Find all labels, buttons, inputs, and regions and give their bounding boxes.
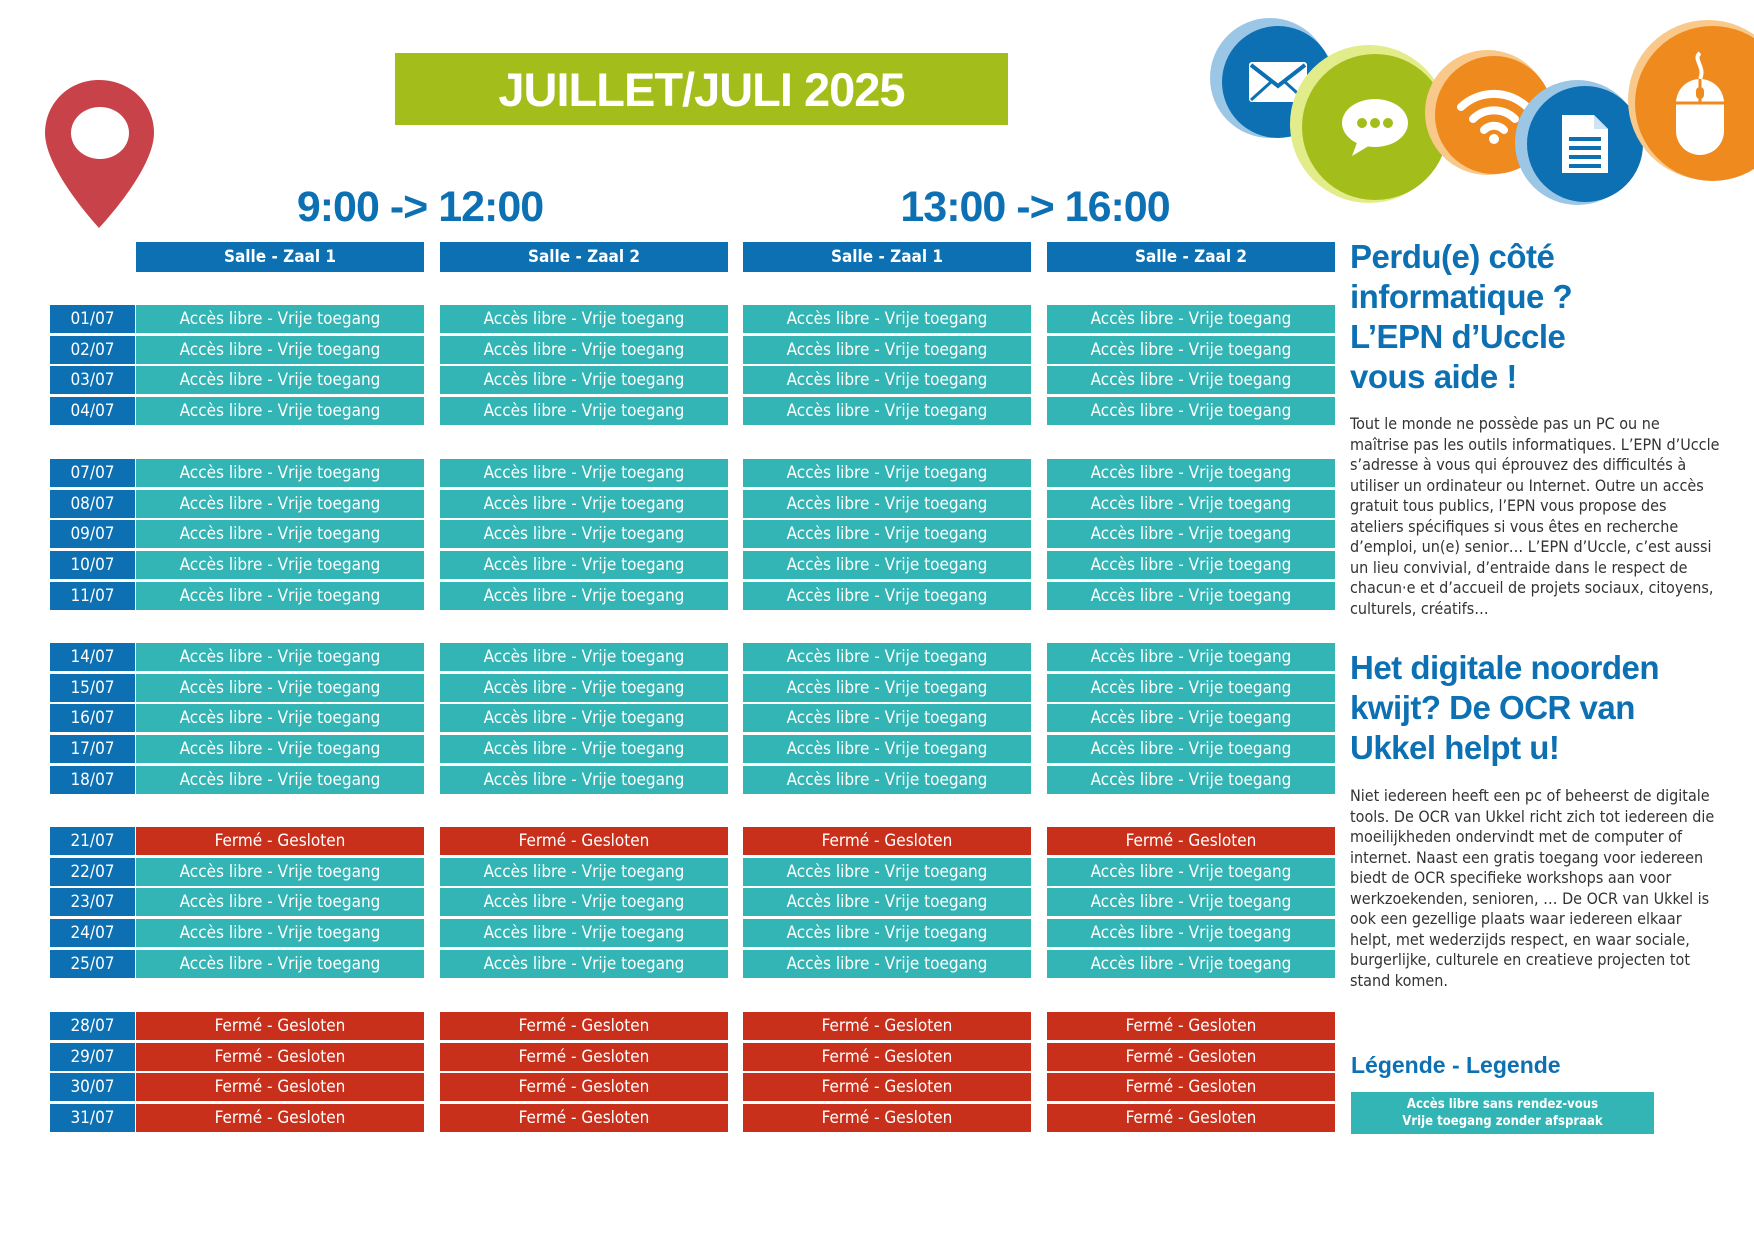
slot-closed: Fermé - Gesloten bbox=[743, 1104, 1031, 1132]
slot-open: Accès libre - Vrije toegang bbox=[136, 520, 424, 548]
slot-open: Accès libre - Vrije toegang bbox=[440, 305, 728, 333]
slot-open: Accès libre - Vrije toegang bbox=[1047, 305, 1335, 333]
slot-open: Accès libre - Vrije toegang bbox=[1047, 919, 1335, 947]
date-cell: 08/07 bbox=[50, 490, 135, 518]
date-cell: 04/07 bbox=[50, 397, 135, 425]
slot-open: Accès libre - Vrije toegang bbox=[1047, 551, 1335, 579]
slot-open: Accès libre - Vrije toegang bbox=[743, 674, 1031, 702]
slot-open: Accès libre - Vrije toegang bbox=[743, 858, 1031, 886]
slot-open: Accès libre - Vrije toegang bbox=[136, 459, 424, 487]
slot-open: Accès libre - Vrije toegang bbox=[743, 766, 1031, 794]
slot-closed: Fermé - Gesloten bbox=[136, 1104, 424, 1132]
slot-open: Accès libre - Vrije toegang bbox=[440, 520, 728, 548]
slot-closed: Fermé - Gesloten bbox=[136, 1073, 424, 1101]
date-cell: 25/07 bbox=[50, 950, 135, 978]
slot-open: Accès libre - Vrije toegang bbox=[440, 397, 728, 425]
date-cell: 07/07 bbox=[50, 459, 135, 487]
date-cell: 01/07 bbox=[50, 305, 135, 333]
slot-closed: Fermé - Gesloten bbox=[440, 1043, 728, 1071]
room-header-afternoon-1: Salle - Zaal 1 bbox=[743, 242, 1031, 272]
slot-open: Accès libre - Vrije toegang bbox=[440, 551, 728, 579]
session-time-afternoon: 13:00 -> 16:00 bbox=[900, 183, 1170, 231]
date-cell: 09/07 bbox=[50, 520, 135, 548]
fr-heading: Perdu(e) côté informatique ? L’EPN d’Uccle vous aide ! bbox=[1350, 238, 1573, 395]
slot-open: Accès libre - Vrije toegang bbox=[1047, 366, 1335, 394]
room-header-afternoon-2: Salle - Zaal 2 bbox=[1047, 242, 1335, 272]
slot-open: Accès libre - Vrije toegang bbox=[743, 735, 1031, 763]
slot-open: Accès libre - Vrije toegang bbox=[136, 397, 424, 425]
date-cell: 02/07 bbox=[50, 336, 135, 364]
slot-open: Accès libre - Vrije toegang bbox=[440, 735, 728, 763]
slot-open: Accès libre - Vrije toegang bbox=[440, 919, 728, 947]
slot-open: Accès libre - Vrije toegang bbox=[1047, 858, 1335, 886]
slot-closed: Fermé - Gesloten bbox=[440, 827, 728, 855]
slot-open: Accès libre - Vrije toegang bbox=[440, 459, 728, 487]
slot-closed: Fermé - Gesloten bbox=[440, 1104, 728, 1132]
slot-open: Accès libre - Vrije toegang bbox=[440, 766, 728, 794]
slot-open: Accès libre - Vrije toegang bbox=[1047, 950, 1335, 978]
slot-open: Accès libre - Vrije toegang bbox=[440, 888, 728, 916]
slot-open: Accès libre - Vrije toegang bbox=[1047, 397, 1335, 425]
slot-open: Accès libre - Vrije toegang bbox=[743, 336, 1031, 364]
date-cell: 31/07 bbox=[50, 1104, 135, 1132]
slot-closed: Fermé - Gesloten bbox=[1047, 1104, 1335, 1132]
document-icon bbox=[1527, 86, 1643, 202]
slot-open: Accès libre - Vrije toegang bbox=[743, 919, 1031, 947]
slot-open: Accès libre - Vrije toegang bbox=[1047, 490, 1335, 518]
legend-swatch-open bbox=[1351, 1092, 1654, 1134]
date-cell: 22/07 bbox=[50, 858, 135, 886]
page-title: JUILLET/JULI 2025 bbox=[395, 53, 1008, 125]
slot-closed: Fermé - Gesloten bbox=[136, 1043, 424, 1071]
slot-closed: Fermé - Gesloten bbox=[743, 827, 1031, 855]
slot-open: Accès libre - Vrije toegang bbox=[1047, 766, 1335, 794]
nl-body: Niet iedereen heeft een pc of beheerst de digitale tools. De OCR van Ukkel richt zich tot iedereen die moeilijkheden ondervindt met de computer of internet. Naast een gratis toegang voor iedereen biedt de OCR specifieke workshops aan voor werkzoekenden, senioren, … De OCR van Ukkel is ook een gezellige plaats waar iedereen elkaar helpt, met wederzijds respect, en waar sociale, burgerlijke, culturele en creatieve projecten tot stand komen. bbox=[1350, 786, 1715, 990]
slot-open: Accès libre - Vrije toegang bbox=[440, 858, 728, 886]
slot-open: Accès libre - Vrije toegang bbox=[136, 858, 424, 886]
slot-open: Accès libre - Vrije toegang bbox=[136, 674, 424, 702]
slot-open: Accès libre - Vrije toegang bbox=[440, 582, 728, 610]
slot-open: Accès libre - Vrije toegang bbox=[743, 520, 1031, 548]
slot-closed: Fermé - Gesloten bbox=[1047, 827, 1335, 855]
date-cell: 03/07 bbox=[50, 366, 135, 394]
slot-closed: Fermé - Gesloten bbox=[440, 1073, 728, 1101]
slot-open: Accès libre - Vrije toegang bbox=[743, 888, 1031, 916]
slot-closed: Fermé - Gesloten bbox=[136, 827, 424, 855]
slot-closed: Fermé - Gesloten bbox=[1047, 1012, 1335, 1040]
slot-open: Accès libre - Vrije toegang bbox=[136, 950, 424, 978]
slot-open: Accès libre - Vrije toegang bbox=[743, 459, 1031, 487]
slot-open: Accès libre - Vrije toegang bbox=[743, 366, 1031, 394]
date-cell: 30/07 bbox=[50, 1073, 135, 1101]
slot-open: Accès libre - Vrije toegang bbox=[743, 305, 1031, 333]
legend-line-fr: Accès libre sans rendez-vous bbox=[1406, 1097, 1599, 1112]
slot-open: Accès libre - Vrije toegang bbox=[440, 490, 728, 518]
date-cell: 16/07 bbox=[50, 704, 135, 732]
slot-open: Accès libre - Vrije toegang bbox=[440, 674, 728, 702]
date-cell: 11/07 bbox=[50, 582, 135, 610]
slot-open: Accès libre - Vrije toegang bbox=[136, 766, 424, 794]
slot-open: Accès libre - Vrije toegang bbox=[743, 704, 1031, 732]
slot-open: Accès libre - Vrije toegang bbox=[743, 490, 1031, 518]
slot-open: Accès libre - Vrije toegang bbox=[136, 582, 424, 610]
slot-open: Accès libre - Vrije toegang bbox=[1047, 459, 1335, 487]
slot-open: Accès libre - Vrije toegang bbox=[440, 366, 728, 394]
date-cell: 28/07 bbox=[50, 1012, 135, 1040]
slot-closed: Fermé - Gesloten bbox=[440, 1012, 728, 1040]
slot-open: Accès libre - Vrije toegang bbox=[440, 950, 728, 978]
date-cell: 14/07 bbox=[50, 643, 135, 671]
slot-open: Accès libre - Vrije toegang bbox=[1047, 336, 1335, 364]
slot-open: Accès libre - Vrije toegang bbox=[136, 888, 424, 916]
slot-open: Accès libre - Vrije toegang bbox=[1047, 520, 1335, 548]
slot-open: Accès libre - Vrije toegang bbox=[440, 704, 728, 732]
slot-open: Accès libre - Vrije toegang bbox=[440, 643, 728, 671]
slot-open: Accès libre - Vrije toegang bbox=[743, 397, 1031, 425]
slot-open: Accès libre - Vrije toegang bbox=[136, 704, 424, 732]
slot-open: Accès libre - Vrije toegang bbox=[743, 582, 1031, 610]
slot-open: Accès libre - Vrije toegang bbox=[136, 490, 424, 518]
date-cell: 10/07 bbox=[50, 551, 135, 579]
date-cell: 24/07 bbox=[50, 919, 135, 947]
slot-open: Accès libre - Vrije toegang bbox=[1047, 888, 1335, 916]
slot-open: Accès libre - Vrije toegang bbox=[136, 336, 424, 364]
fr-body: Tout le monde ne possède pas un PC ou ne maîtrise pas les outils informatiques. L’EPN d’Uccle s’adresse à vous qui éprouvez des difficultés à utiliser un ordinateur ou Internet. Outre un accès gratuit tous publics, l’EPN vous propose des ateliers spécifiques si vous êtes en recherche d’emploi, un(e) senior… L’EPN d’Uccle, c’est aussi un lieu convivial, d’entraide dans le respect de chacun·e et d’accueil de projets sociaux, citoyens, culturels, créatifs… bbox=[1350, 414, 1720, 618]
icon-cluster bbox=[1210, 10, 1754, 210]
slot-closed: Fermé - Gesloten bbox=[1047, 1043, 1335, 1071]
slot-open: Accès libre - Vrije toegang bbox=[1047, 735, 1335, 763]
room-header-morning-1: Salle - Zaal 1 bbox=[136, 242, 424, 272]
slot-open: Accès libre - Vrije toegang bbox=[1047, 704, 1335, 732]
session-time-morning: 9:00 -> 12:00 bbox=[296, 183, 544, 231]
legend-line-nl: Vrije toegang zonder afspraak bbox=[1402, 1114, 1603, 1129]
slot-closed: Fermé - Gesloten bbox=[743, 1043, 1031, 1071]
date-cell: 17/07 bbox=[50, 735, 135, 763]
date-cell: 21/07 bbox=[50, 827, 135, 855]
date-cell: 15/07 bbox=[50, 674, 135, 702]
slot-open: Accès libre - Vrije toegang bbox=[136, 735, 424, 763]
slot-closed: Fermé - Gesloten bbox=[1047, 1073, 1335, 1101]
slot-open: Accès libre - Vrije toegang bbox=[1047, 582, 1335, 610]
slot-closed: Fermé - Gesloten bbox=[743, 1073, 1031, 1101]
slot-open: Accès libre - Vrije toegang bbox=[136, 366, 424, 394]
slot-closed: Fermé - Gesloten bbox=[136, 1012, 424, 1040]
legend-title: Légende - Legende bbox=[1351, 1052, 1561, 1078]
slot-open: Accès libre - Vrije toegang bbox=[440, 336, 728, 364]
slot-open: Accès libre - Vrije toegang bbox=[1047, 643, 1335, 671]
slot-open: Accès libre - Vrije toegang bbox=[743, 950, 1031, 978]
slot-open: Accès libre - Vrije toegang bbox=[136, 551, 424, 579]
slot-open: Accès libre - Vrije toegang bbox=[743, 643, 1031, 671]
slot-open: Accès libre - Vrije toegang bbox=[136, 919, 424, 947]
slot-open: Accès libre - Vrije toegang bbox=[743, 551, 1031, 579]
date-cell: 18/07 bbox=[50, 766, 135, 794]
slot-closed: Fermé - Gesloten bbox=[743, 1012, 1031, 1040]
date-cell: 29/07 bbox=[50, 1043, 135, 1071]
slot-open: Accès libre - Vrije toegang bbox=[136, 305, 424, 333]
nl-heading: Het digitale noorden kwijt? De OCR van Ukkel helpt u! bbox=[1350, 649, 1660, 766]
room-header-morning-2: Salle - Zaal 2 bbox=[440, 242, 728, 272]
slot-open: Accès libre - Vrije toegang bbox=[1047, 674, 1335, 702]
slot-open: Accès libre - Vrije toegang bbox=[136, 643, 424, 671]
date-cell: 23/07 bbox=[50, 888, 135, 916]
